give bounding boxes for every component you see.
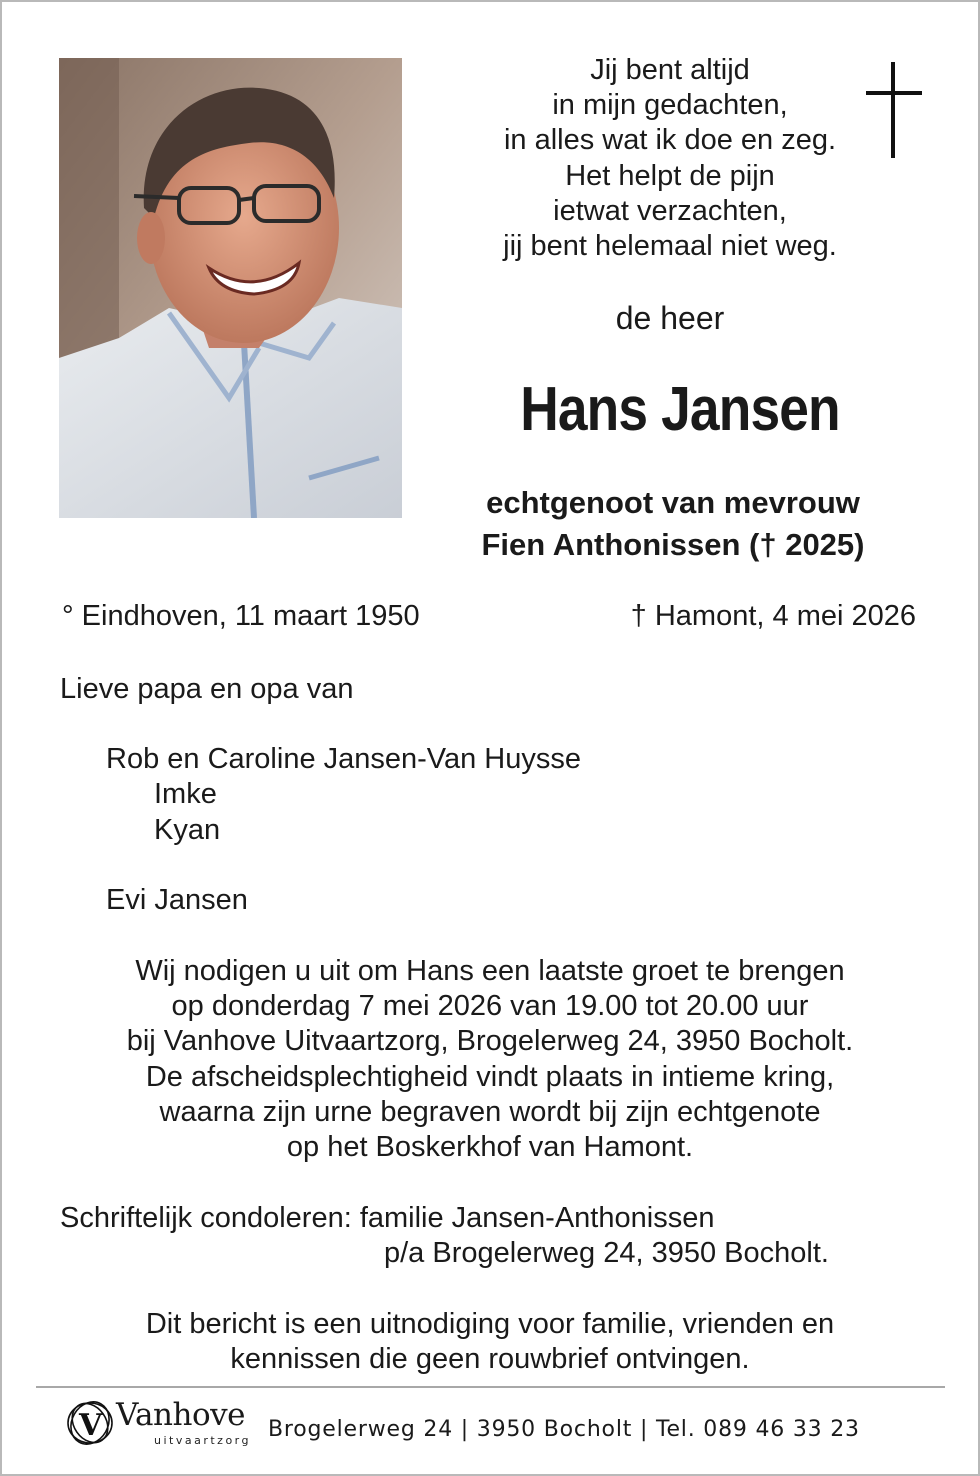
poem (470, 53, 870, 264)
spouse-line-2: Fien Anthonissen († 2025) (481, 527, 865, 562)
brand-name: Vanhove (116, 1397, 245, 1433)
poem-line: Het helpt de pijn (565, 159, 775, 192)
closing-line: kennissen die geen rouwbrief ontvingen. (230, 1343, 750, 1376)
honorific: de heer (615, 300, 725, 336)
family-intro: Lieve papa en opa van (60, 673, 354, 705)
death-info: † Hamont, 4 mei 2026 (630, 600, 916, 632)
family-grandchild-2: Kyan (154, 814, 221, 846)
invitation (60, 954, 920, 1165)
closing-note (60, 1307, 920, 1377)
poem-line: Jij bent altijd (590, 54, 750, 86)
spouse-line-1: echtgenoot van mevrouw (486, 485, 860, 520)
cross-icon (866, 62, 922, 158)
footer-contact: Brogelerweg 24 | 3950 Bocholt | Tel. 089 46 33 23 (268, 1417, 860, 1442)
birth-info: ° Eindhoven, 11 maart 1950 (62, 600, 420, 632)
closing-line: Dit bericht is een uitnodiging voor familie, vrienden en (145, 1308, 835, 1340)
spouse-info (423, 482, 923, 566)
invitation-line: bij Vanhove Uitvaartzorg, Brogelerweg 24, 3950 Bocholt. (126, 1025, 854, 1058)
poem-line: in mijn gedachten, (552, 89, 788, 122)
poem-line: in alles wat ik doe en zeg. (503, 124, 837, 157)
condolence-line-1: Schriftelijk condoleren: familie Jansen-Anthonissen (60, 1202, 715, 1234)
poem-line: jij bent helemaal niet weg. (503, 230, 837, 263)
invitation-line: waarna zijn urne begraven wordt bij zijn echtgenote (159, 1095, 821, 1128)
brand-subtitle: uitvaartzorg (154, 1434, 251, 1447)
portrait-photo (59, 58, 402, 518)
invitation-line: op het Boskerkhof van Hamont. (286, 1131, 694, 1164)
family-grandchild-1: Imke (154, 778, 217, 810)
footer-divider (36, 1386, 945, 1388)
family-child-2: Evi Jansen (106, 884, 248, 916)
svg-text:V: V (79, 1408, 103, 1443)
poem-line: ietwat verzachten, (553, 194, 787, 227)
deceased-name: Hans Jansen (520, 375, 840, 444)
condolence-line-2: p/a Brogelerweg 24, 3950 Bocholt. (384, 1237, 829, 1269)
invitation-line: Wij nodigen u uit om Hans een laatste groet te brengen (135, 955, 845, 987)
invitation-line: op donderdag 7 mei 2026 van 19.00 tot 20.00 uur (171, 990, 809, 1023)
invitation-line: De afscheidsplechtigheid vindt plaats in intieme kring, (145, 1060, 835, 1093)
family-child-1: Rob en Caroline Jansen-Van Huysse (106, 743, 582, 775)
